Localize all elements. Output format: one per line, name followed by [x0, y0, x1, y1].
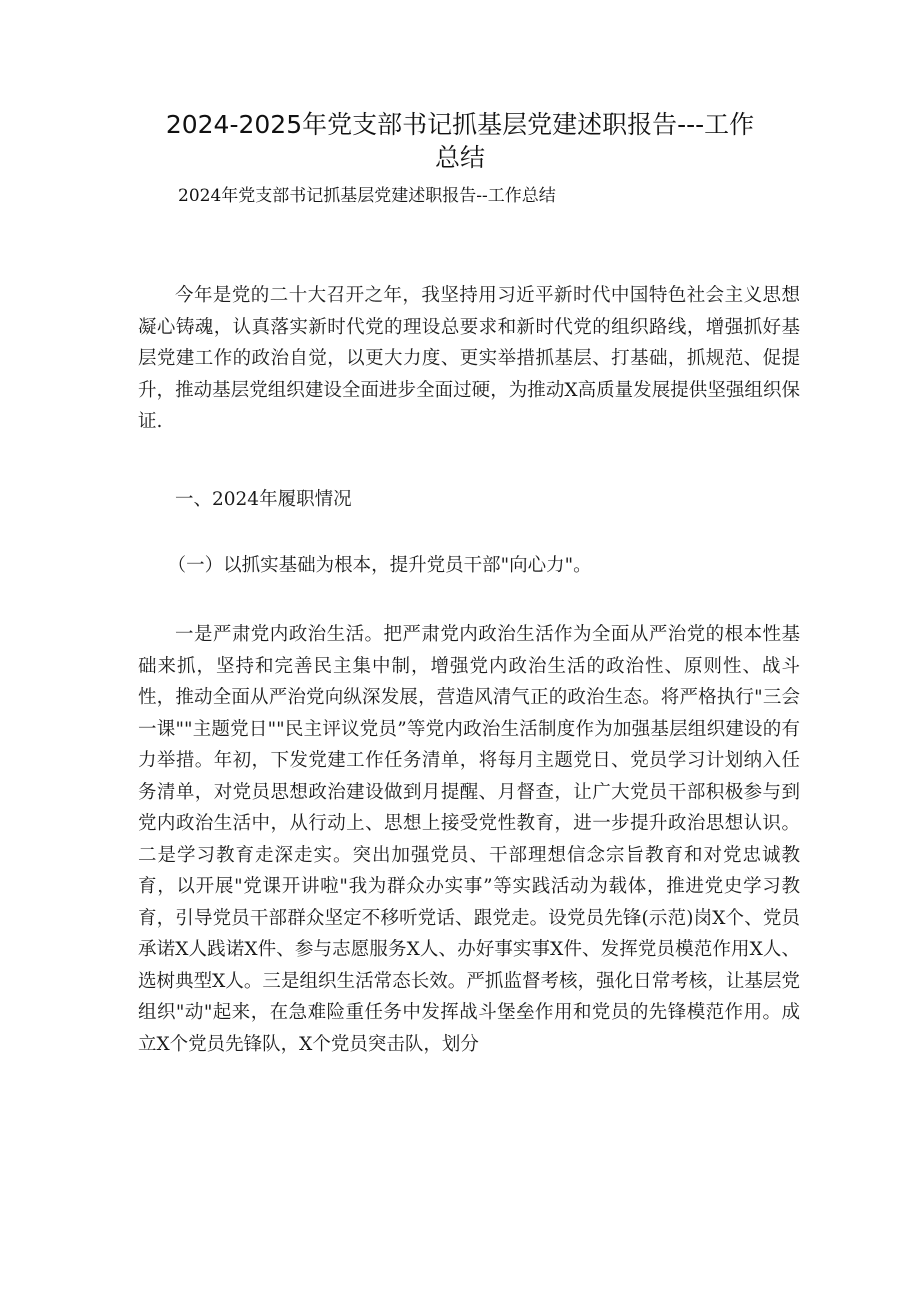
document-subtitle: 2024年党支部书记抓基层党建述职报告--工作总结	[178, 186, 556, 206]
subsection-heading: （一）以抓实基础为根本，提升党员干部"向心力"。	[167, 555, 592, 576]
document-title: 2024-2025年党支部书记抓基层党建述职报告---工作总结	[165, 110, 755, 172]
intro-paragraph: 今年是党的二十大召开之年，我坚持用习近平新时代中国特色社会主义思想凝心铸魂，认真落实新时代党的理设总要求和新时代党的组织路线，增强抓好基层党建工作的政治自觉，以更大力度、更实举措抓基层、打基础，抓规范、促提升，推动基层党组织建设全面进步全面过硬，为推动X高质量发展提供坚强组织保证.	[138, 285, 800, 432]
section-heading: 一、2024年履职情况	[175, 489, 352, 510]
main-paragraph: 一是严肃党内政治生活。把严肃党内政治生活作为全面从严治党的根本性基础来抓，坚持和完善民主集中制，增强党内政治生活的政治性、原则性、战斗性，推动全面从严治党向纵深发展，营造风清气正的政治生态。将严格执行"三会一课""主题党日""民主评议党员”等党内政治生活制度作为加强基层组织建设的有力举措。年初，下发党建工作任务清单，将每月主题党日、党员学习计划纳入任务清单，对党员思想政治建设做到月提醒、月督查，让广大党员干部积极参与到党内政治生活中，从行动上、思想上接受党性教育，进一步提升政治思想认识。二是学习教育走深走实。突出加强党员、干部理想信念宗旨教育和对党忠诚教育，以开展"党课开讲啦"我为群众办实事”等实践活动为载体，推进党史学习教育，引导党员干部群众坚定不移听党话、跟党走。设党员先锋(示范)岗X个、党员承诺X人践诺X件、参与志愿服务X人、办好事实事X件、发挥党员模范作用X人、选树典型X人。三是组织生活常态长效。严抓监督考核，强化日常考核，让基层党组织"动"起来，在急难险重任务中发挥战斗堡垒作用和党员的先锋模范作用。成立X个党员先锋队，X个党员突击队，划分	[138, 624, 800, 1055]
